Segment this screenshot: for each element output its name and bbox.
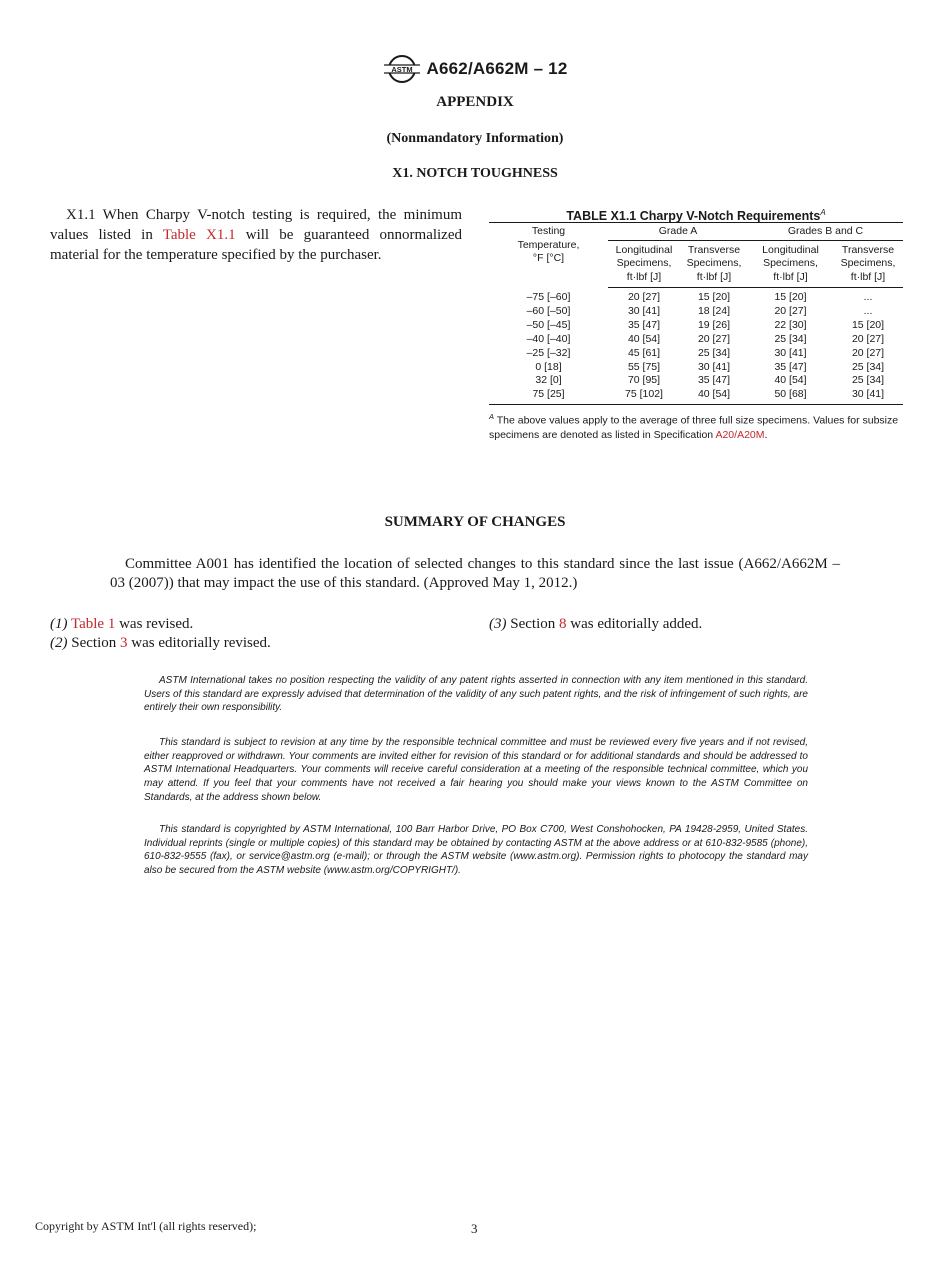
- table-cell: 50 [68]: [774, 388, 807, 401]
- table-cell: 25 [34]: [774, 332, 807, 345]
- paragraph-x1-1: [50, 205, 462, 265]
- table-cell: –50 [–45]: [526, 318, 571, 331]
- charpy-table: [489, 204, 903, 442]
- table-cell: 25 [34]: [851, 360, 885, 373]
- table-cell: –25 [–32]: [526, 346, 571, 359]
- table-cell: 15 [20]: [851, 318, 885, 331]
- summary-heading: SUMMARY OF CHANGES: [384, 514, 566, 530]
- table-x1-1-link[interactable]: Table X1.1: [162, 227, 236, 243]
- table-cell: 40 [54]: [774, 374, 807, 387]
- page-header: [0, 54, 950, 84]
- change-number: (3): [489, 616, 507, 632]
- header-grades-bc-transverse: [833, 240, 903, 288]
- table-cell: 25 [34]: [851, 374, 885, 387]
- table-title-note-mark: A: [820, 208, 826, 217]
- change-item: [489, 615, 702, 634]
- revision-notice: This standard is subject to revision at any time by the responsible technical committee and must be reviewed every five years and if not revised, either reapproved or withdrawn. Your comments are invited either for revision of this standard or for additional standards and should be addressed to ASTM International Headquarters. Your comments will receive careful consideration at a meeting of the responsible technical committee, which you may attend. If you feel that your comments have not received a fair hearing you should make your views known to the ASTM Committee on Standards, at the address shown below.: [144, 737, 808, 803]
- table-cell: 35 [47]: [774, 360, 807, 373]
- header-line: Transverse: [687, 243, 741, 256]
- copyright-notice: This standard is copyrighted by ASTM International, 100 Barr Harbor Drive, PO Box C700, West Conshohocken, PA 19428-2959, United States. Individual reprints (single or multiple copies) of this standard may be obtained by contacting ASTM at the above address or at 610-832-9585 (phone), 610-832-9555 (fax), or service@astm.org (e-mail); or through the ASTM website (www.astm.org). Permission rights to photocopy the standard may also be secured from the ASTM website (www.astm.org/COPYRIGHT/).: [144, 824, 808, 877]
- header-line: Testing: [531, 225, 566, 237]
- table-cell: 30 [41]: [627, 304, 661, 317]
- table-cell: 75 [25]: [532, 388, 565, 401]
- paragraph-text: X1.1 When Charpy V-notch testing is required, the minimum values listed in: [50, 207, 462, 243]
- table-cell: 22 [30]: [774, 318, 807, 331]
- section-heading: X1. NOTCH TOUGHNESS: [392, 166, 558, 181]
- table-cell: 20 [27]: [774, 304, 807, 317]
- astm-logo: [383, 54, 421, 84]
- table-cell: 15 [20]: [697, 291, 731, 303]
- logo-text: ASTM: [390, 65, 413, 75]
- change-text: was editorially revised.: [127, 635, 271, 651]
- footer-copyright: Copyright by ASTM Int'l (all rights reserved);: [35, 1219, 257, 1233]
- patent-notice: ASTM International takes no position respecting the validity of any patent rights asserted in connection with any item mentioned in this standard. Users of this standard are expressly advised that determination of the validity of any such patent rights, and the risk of infringement of such rights, are entirely their own responsibility.: [144, 675, 808, 714]
- table-footnote: [489, 410, 903, 442]
- table-cell: 40 [54]: [697, 388, 731, 401]
- table-cell: 20 [27]: [697, 332, 731, 345]
- table-row: [489, 374, 903, 388]
- table-row: [489, 347, 903, 361]
- table-cell: 20 [27]: [627, 291, 661, 303]
- header-line: Temperature,: [517, 238, 580, 251]
- header-line: ft·lbf [J]: [696, 270, 732, 283]
- footnote-mark: A: [489, 412, 495, 422]
- table-cell: ...: [863, 304, 873, 317]
- table-cell: 30 [41]: [697, 360, 731, 373]
- table-cell: 25 [34]: [697, 346, 731, 359]
- table-cell: 19 [26]: [697, 318, 731, 331]
- header-grades-b-c: Grades B and C: [748, 223, 903, 241]
- a20-link[interactable]: A20/A20M: [715, 428, 765, 441]
- section-3-link[interactable]: 3: [120, 635, 128, 651]
- header-line: ft·lbf [J]: [850, 270, 886, 283]
- header-line: Specimens,: [840, 257, 896, 269]
- table-cell: 70 [95]: [627, 374, 661, 387]
- header-line: Transverse: [841, 243, 895, 256]
- charpy-requirements-table: [489, 222, 903, 405]
- summary-paragraph: Committee A001 has identified the location of selected changes to this standard since the last issue (A662/A662M – 03 (2007)) that may impact the use of this standard. (Approved May 1, 2012.): [110, 556, 840, 591]
- change-number: (2): [50, 635, 68, 651]
- header-line: Specimens,: [763, 257, 818, 269]
- table-row: [489, 361, 903, 375]
- table-cell: 35 [47]: [697, 374, 731, 387]
- header-grade-a: Grade A: [608, 223, 748, 241]
- header-line: Longitudinal: [762, 243, 819, 256]
- header-line: ft·lbf [J]: [626, 270, 662, 283]
- header-line: Specimens,: [686, 257, 742, 269]
- table-row: [489, 288, 903, 305]
- table-cell: 32 [0]: [535, 374, 562, 387]
- section-8-link[interactable]: 8: [559, 616, 567, 632]
- table-cell: 75 [102]: [625, 388, 663, 401]
- table-cell: 20 [27]: [851, 346, 885, 359]
- table-row: [489, 333, 903, 347]
- change-item: [50, 634, 271, 653]
- change-item: [50, 615, 193, 634]
- table-cell: 30 [41]: [774, 346, 807, 359]
- table-cell: 18 [24]: [697, 304, 731, 317]
- paragraph-text-end: will be guaranteed onnormalized material for the temperature specified by the purchaser.: [50, 227, 462, 263]
- header-grade-a-longitudinal: [608, 240, 680, 288]
- table-1-link[interactable]: Table 1: [70, 616, 116, 632]
- change-number: (1): [50, 616, 68, 632]
- table-row: [489, 305, 903, 319]
- change-text: was revised.: [115, 616, 194, 632]
- header-line: Specimens,: [616, 257, 672, 269]
- table-cell: 30 [41]: [851, 388, 885, 401]
- header-grades-bc-longitudinal: [748, 240, 833, 288]
- table-title: [489, 204, 903, 222]
- table-cell: 40 [54]: [627, 332, 661, 345]
- table-cell: 0 [18]: [535, 360, 562, 373]
- table-cell: 20 [27]: [851, 332, 885, 345]
- table-cell: ...: [863, 291, 873, 303]
- table-cell: –75 [–60]: [526, 290, 571, 303]
- table-row: [489, 319, 903, 333]
- footnote-text: The above values apply to the average of three full size specimens. Values for subsize specimens are denoted as listed in Specification: [489, 414, 899, 441]
- table-cell: –40 [–40]: [526, 332, 571, 345]
- header-line: °F [°C]: [532, 252, 565, 264]
- table-cell: 15 [20]: [774, 291, 807, 303]
- appendix-subtitle: (Nonmandatory Information): [386, 131, 564, 146]
- page-number: 3: [471, 1221, 478, 1236]
- table-cell: –60 [–50]: [526, 304, 571, 317]
- appendix-title: APPENDIX: [436, 94, 514, 110]
- table-cell: 45 [61]: [627, 346, 661, 359]
- table-cell: 55 [75]: [627, 360, 661, 373]
- table-cell: 35 [47]: [627, 318, 661, 331]
- change-text: Section: [67, 635, 120, 651]
- header-line: Longitudinal: [615, 243, 673, 256]
- change-text: was editorially added.: [566, 616, 703, 632]
- change-text: Section: [506, 616, 559, 632]
- table-row: [489, 388, 903, 404]
- document-id: A662/A662M – 12: [426, 59, 568, 78]
- header-line: ft·lbf [J]: [773, 270, 808, 283]
- header-grade-a-transverse: [680, 240, 748, 288]
- table-title-text: TABLE X1.1 Charpy V-Notch Requirements: [566, 209, 821, 224]
- header-testing-temperature: [489, 223, 608, 288]
- footnote-end: .: [764, 428, 768, 441]
